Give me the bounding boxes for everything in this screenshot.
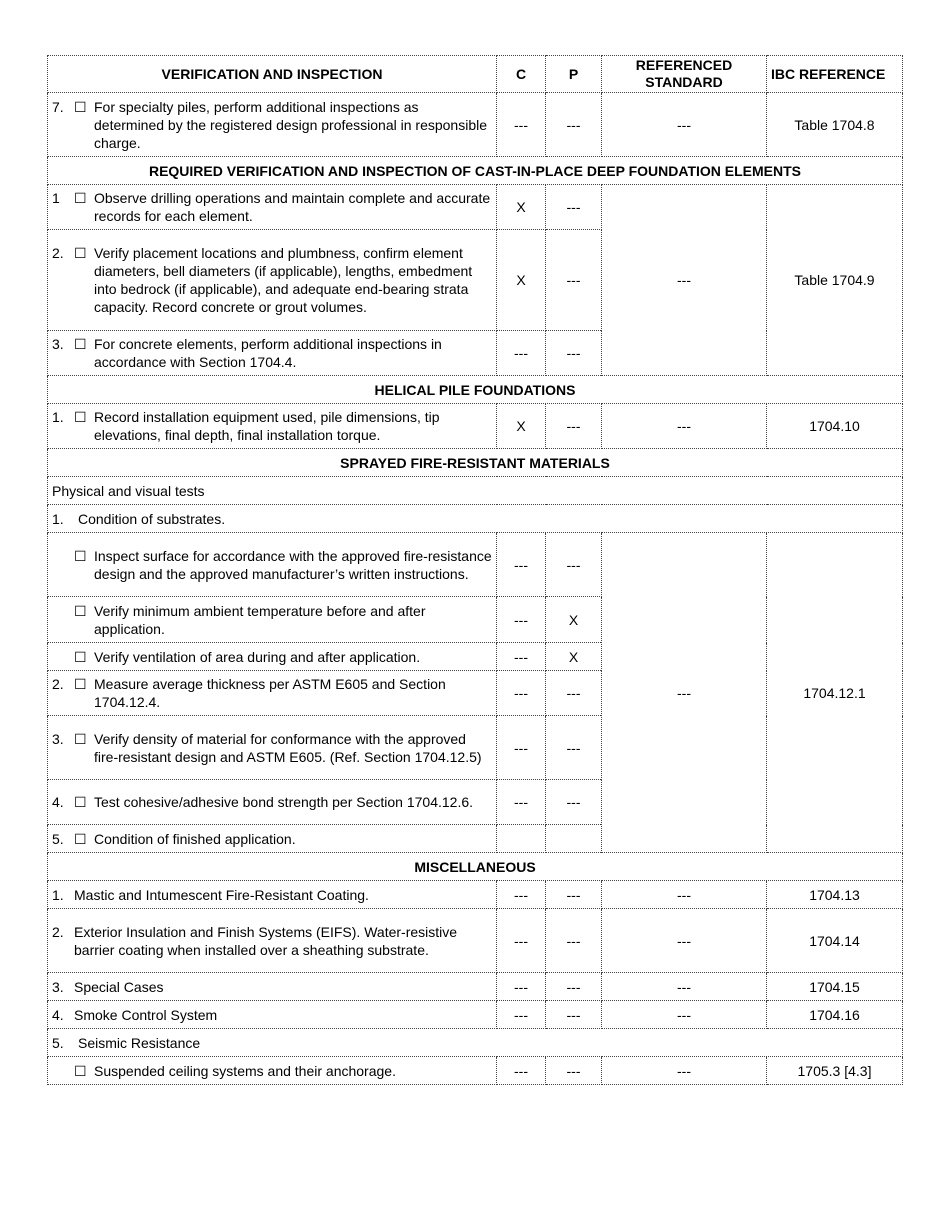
c-cell: --- xyxy=(497,597,546,643)
std-cell: --- xyxy=(602,404,767,449)
item-text: Inspect surface for accordance with the approved fire-resistance design and the approved manufacturer’s written instructions. xyxy=(94,547,492,582)
item-text: Observe drilling operations and maintain complete and accurate records for each element. xyxy=(94,190,491,224)
p-cell: X xyxy=(546,597,602,643)
std-cell: --- xyxy=(602,93,767,157)
header-referenced-standard: REFERENCED STANDARD xyxy=(602,56,767,93)
seismic-resistance-row xyxy=(48,1029,903,1057)
c-cell: --- xyxy=(497,671,546,716)
section-heading-misc: MISCELLANEOUS xyxy=(48,853,903,881)
p-cell: --- xyxy=(546,1001,602,1029)
ibc-cell: 1704.12.1 xyxy=(767,533,903,853)
std-cell: --- xyxy=(602,1001,767,1029)
ibc-cell: 1705.3 [4.3] xyxy=(767,1057,903,1085)
item-text: Record installation equipment used, pile dimensions, tip elevations, final depth, final installation torque. xyxy=(94,409,440,443)
item-text: Exterior Insulation and Finish Systems (EIFS). Water-resistive barrier coating when installed over a sheathing substrate. xyxy=(74,923,458,958)
item-text: For concrete elements, perform additional inspections in accordance with Section 1704.4. xyxy=(94,336,442,370)
std-cell: --- xyxy=(602,909,767,973)
checkbox[interactable]: ☐ xyxy=(74,730,87,747)
c-cell: --- xyxy=(497,533,546,597)
p-cell: X xyxy=(546,643,602,671)
item-text: Verify placement locations and plumbness, confirm element diameters, bell diameters (if applicable), lengths, embedment into bedrock (if applicable), and adequate end-bearing strata capacity. Record concrete or grout volumes. xyxy=(94,245,473,315)
item-number: 5. xyxy=(52,830,64,847)
physical-visual-tests-label: Physical and visual tests xyxy=(48,477,903,505)
ibc-cell: 1704.15 xyxy=(767,973,903,1001)
c-cell: --- xyxy=(497,716,546,780)
header-ibc-reference: IBC REFERENCE xyxy=(767,56,903,93)
ibc-cell: 1704.10 xyxy=(767,404,903,449)
p-cell: --- xyxy=(546,185,602,230)
item-number: 1. xyxy=(52,510,64,527)
inspection-table xyxy=(47,55,903,1085)
table-row xyxy=(48,1057,903,1085)
p-cell: --- xyxy=(546,93,602,157)
item-number: 3. xyxy=(52,336,64,352)
p-cell: --- xyxy=(546,1057,602,1085)
item-text: Suspended ceiling systems and their anchorage. xyxy=(94,1062,396,1079)
table-header-row xyxy=(48,56,903,93)
checkbox[interactable]: ☐ xyxy=(74,336,87,352)
item-number: 1 xyxy=(52,190,60,206)
p-cell: --- xyxy=(546,404,602,449)
item-text: Mastic and Intumescent Fire-Resistant Coating. xyxy=(74,886,369,903)
table-row xyxy=(48,1001,903,1029)
item-number: 3. xyxy=(52,978,64,995)
c-cell: X xyxy=(497,185,546,230)
p-cell: --- xyxy=(546,331,602,376)
item-number: 4. xyxy=(52,794,64,810)
section-heading-cip: REQUIRED VERIFICATION AND INSPECTION OF CAST-IN-PLACE DEEP FOUNDATION ELEMENTS xyxy=(48,157,903,185)
std-cell: --- xyxy=(602,1057,767,1085)
ibc-cell: Table 1704.8 xyxy=(767,93,903,157)
item-number: 1. xyxy=(52,886,64,903)
condition-substrates-row xyxy=(48,505,903,533)
p-cell: --- xyxy=(546,881,602,909)
c-cell: X xyxy=(497,404,546,449)
checkbox[interactable]: ☐ xyxy=(74,676,87,692)
c-cell: --- xyxy=(497,643,546,671)
item-text: Condition of finished application. xyxy=(94,830,296,847)
p-cell: --- xyxy=(546,533,602,597)
checkbox[interactable]: ☐ xyxy=(74,648,87,665)
p-cell: --- xyxy=(546,780,602,825)
item-text: Condition of substrates. xyxy=(78,510,226,527)
header-p: P xyxy=(546,56,602,93)
c-cell: --- xyxy=(497,909,546,973)
checkbox[interactable]: ☐ xyxy=(74,794,87,810)
item-text: Smoke Control System xyxy=(74,1006,218,1023)
checkbox[interactable]: ☐ xyxy=(74,602,87,619)
checkbox[interactable]: ☐ xyxy=(74,547,87,564)
checkbox[interactable]: ☐ xyxy=(74,98,87,115)
checkbox[interactable]: ☐ xyxy=(74,830,87,847)
ibc-cell: 1704.16 xyxy=(767,1001,903,1029)
item-number: 4. xyxy=(52,1006,64,1023)
p-cell: --- xyxy=(546,230,602,331)
checkbox[interactable]: ☐ xyxy=(74,190,87,206)
table-row xyxy=(48,881,903,909)
table-row xyxy=(48,185,903,230)
item-text: Verify density of material for conformance with the approved fire-resistant design and ASTM E605. (Ref. Section 1704.12.5) xyxy=(94,730,482,765)
std-cell: --- xyxy=(602,973,767,1001)
item-number: 2. xyxy=(52,676,64,692)
checkbox[interactable]: ☐ xyxy=(74,409,87,425)
p-cell: --- xyxy=(546,973,602,1001)
item-text: Seismic Resistance xyxy=(78,1034,201,1051)
c-cell: --- xyxy=(497,881,546,909)
header-verification: VERIFICATION AND INSPECTION xyxy=(48,56,497,93)
checkbox[interactable]: ☐ xyxy=(74,245,87,261)
c-cell: --- xyxy=(497,331,546,376)
c-cell: --- xyxy=(497,93,546,157)
item-number: 7. xyxy=(52,98,64,115)
c-cell: --- xyxy=(497,780,546,825)
c-cell: --- xyxy=(497,1001,546,1029)
section-heading-helical: HELICAL PILE FOUNDATIONS xyxy=(48,376,903,404)
std-cell: --- xyxy=(602,881,767,909)
item-text: Test cohesive/adhesive bond strength per Section 1704.12.6. xyxy=(94,794,474,810)
item-text: Measure average thickness per ASTM E605 and Section 1704.12.4. xyxy=(94,676,446,710)
p-cell: --- xyxy=(546,671,602,716)
item-text: Verify minimum ambient temperature before and after application. xyxy=(94,602,426,637)
checkbox[interactable]: ☐ xyxy=(74,1062,87,1079)
p-cell: --- xyxy=(546,716,602,780)
p-cell xyxy=(546,825,602,853)
p-cell: --- xyxy=(546,909,602,973)
ibc-cell: Table 1704.9 xyxy=(767,185,903,376)
section-heading-sprayed: SPRAYED FIRE-RESISTANT MATERIALS xyxy=(48,449,903,477)
table-row xyxy=(48,973,903,1001)
table-row xyxy=(48,909,903,973)
item-number: 2. xyxy=(52,923,64,940)
c-cell: --- xyxy=(497,1057,546,1085)
item-number: 3. xyxy=(52,730,64,747)
item-text: Verify ventilation of area during and after application. xyxy=(94,648,421,665)
item-number: 2. xyxy=(52,245,64,261)
c-cell xyxy=(497,825,546,853)
item-text: Special Cases xyxy=(74,978,164,995)
header-c: C xyxy=(497,56,546,93)
item-number: 1. xyxy=(52,409,64,425)
ibc-cell: 1704.14 xyxy=(767,909,903,973)
std-cell: --- xyxy=(602,533,767,853)
table-row xyxy=(48,93,903,157)
c-cell: --- xyxy=(497,973,546,1001)
table-row xyxy=(48,404,903,449)
c-cell: X xyxy=(497,230,546,331)
table-row xyxy=(48,533,903,597)
std-cell: --- xyxy=(602,185,767,376)
item-number: 5. xyxy=(52,1034,64,1051)
ibc-cell: 1704.13 xyxy=(767,881,903,909)
item-text: For specialty piles, perform additional inspections as determined by the registered design professional in responsible charge. xyxy=(94,98,488,151)
